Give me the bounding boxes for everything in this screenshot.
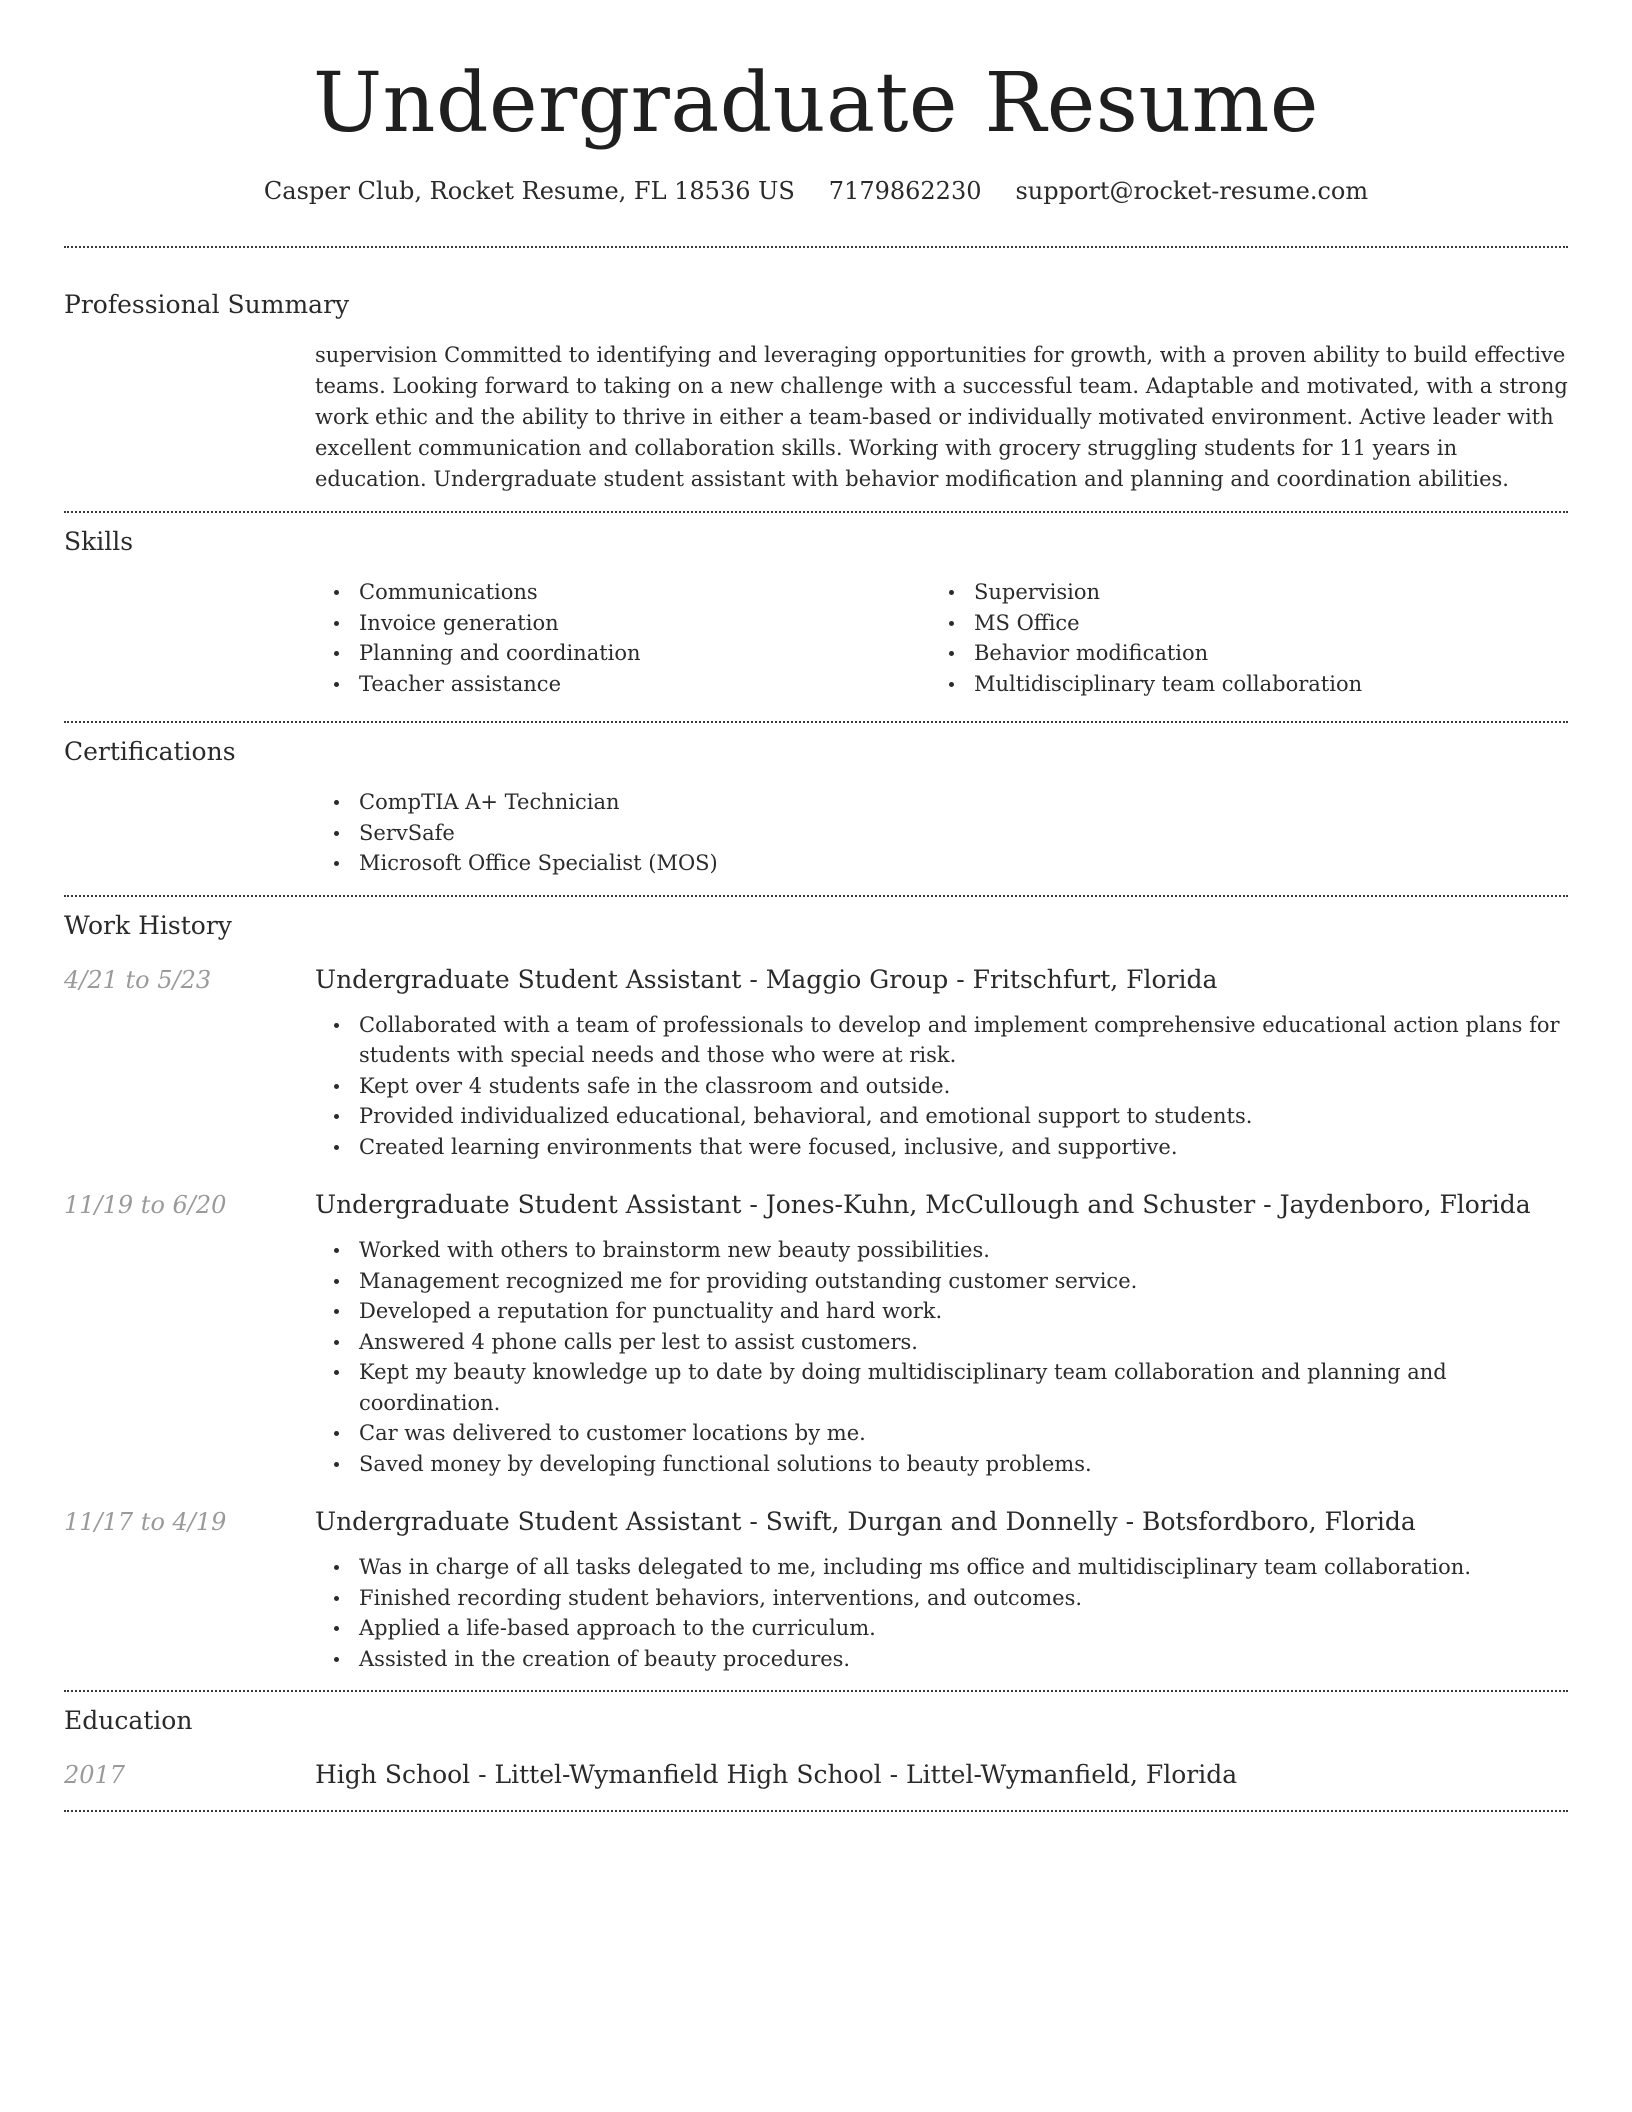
job-bullet: Kept my beauty knowledge up to date by doing multidisciplinary team collaboration and planning and coordination. — [315, 1357, 1568, 1418]
job-bullet: Provided individualized educational, behavioral, and emotional support to students. — [315, 1101, 1568, 1132]
skills-column-right — [930, 577, 1545, 699]
education-entry — [64, 1758, 1568, 1792]
skill-item: Multidisciplinary team collaboration — [930, 669, 1545, 700]
certifications-heading: Certifications — [64, 737, 236, 766]
divider — [64, 1810, 1568, 1812]
resume-page — [64, 0, 1568, 1812]
certification-item: CompTIA A+ Technician — [315, 787, 1568, 818]
skill-item: Behavior modification — [930, 638, 1545, 669]
job-bullet: Saved money by developing functional solutions to beauty problems. — [315, 1449, 1568, 1480]
contact-phone: 7179862230 — [828, 177, 982, 205]
certifications-list — [315, 787, 1568, 879]
job-bullet: Applied a life-based approach to the curriculum. — [315, 1613, 1568, 1644]
job-dates: 11/19 to 6/20 — [64, 1191, 227, 1219]
education-title: High School - Littel-Wymanfield High School - Littel-Wymanfield, Florida — [315, 1760, 1238, 1789]
divider — [64, 246, 1568, 248]
contact-line — [64, 174, 1568, 208]
contact-address: Casper Club, Rocket Resume, FL 18536 US — [263, 177, 795, 205]
job-bullet: Answered 4 phone calls per lest to assist customers. — [315, 1327, 1568, 1358]
skill-item: Planning and coordination — [315, 638, 930, 669]
job-title: Undergraduate Student Assistant - Maggio Group - Fritschfurt, Florida — [315, 964, 1218, 994]
resume-title: Undergraduate Resume — [313, 56, 1319, 151]
summary-heading: Professional Summary — [64, 290, 350, 319]
job-dates: 11/17 to 4/19 — [64, 1508, 227, 1536]
education-heading: Education — [64, 1706, 193, 1735]
job-title: Undergraduate Student Assistant - Jones-Kuhn, McCullough and Schuster - Jaydenboro, Florida — [315, 1190, 1531, 1219]
job-bullet: Management recognized me for providing outstanding customer service. — [315, 1266, 1568, 1297]
job-bullet: Kept over 4 students safe in the classroom and outside. — [315, 1071, 1568, 1102]
job-bullet: Assisted in the creation of beauty procedures. — [315, 1644, 1568, 1675]
certification-item: ServSafe — [315, 818, 1568, 849]
divider — [64, 1690, 1568, 1692]
job-entry — [64, 1188, 1568, 1479]
job-bullet: Created learning environments that were focused, inclusive, and supportive. — [315, 1132, 1568, 1163]
divider — [64, 511, 1568, 513]
job-bullet: Collaborated with a team of professionals to develop and implement comprehensive educational action plans for students with special needs and those who were at risk. — [315, 1010, 1568, 1071]
job-bullet: Developed a reputation for punctuality and hard work. — [315, 1296, 1568, 1327]
job-bullets — [315, 1552, 1568, 1674]
job-header — [64, 1505, 1568, 1539]
job-bullet: Worked with others to brainstorm new beauty possibilities. — [315, 1235, 1568, 1266]
skills-column-left — [315, 577, 930, 699]
job-header — [64, 963, 1568, 997]
education-year: 2017 — [64, 1761, 126, 1789]
skills-heading: Skills — [64, 527, 134, 556]
job-bullets — [315, 1235, 1568, 1479]
skill-item: Supervision — [930, 577, 1545, 608]
job-bullet: Was in charge of all tasks delegated to me, including ms office and multidisciplinary team collaboration. — [315, 1552, 1568, 1583]
skill-item: Communications — [315, 577, 930, 608]
job-bullet: Car was delivered to customer locations by me. — [315, 1418, 1568, 1449]
skill-item: Invoice generation — [315, 608, 930, 639]
contact-email: support@rocket-resume.com — [1015, 177, 1369, 205]
job-bullet: Finished recording student behaviors, interventions, and outcomes. — [315, 1583, 1568, 1614]
divider — [64, 895, 1568, 897]
certification-item: Microsoft Office Specialist (MOS) — [315, 848, 1568, 879]
skills-list — [315, 577, 1568, 699]
summary-text: supervision Committed to identifying and leveraging opportunities for growth, with a proven ability to build effective teams. Looking forward to taking on a new challenge with a successful team. Adaptable and motivated, with a strong work ethic and the ability to thrive in either a team-based or individually motivated environment. Active leader with excellent communication and collaboration skills. Working with grocery struggling students for 11 years in education. Undergraduate student assistant with behavior modification and planning and coordination abilities. — [315, 343, 1568, 491]
divider — [64, 721, 1568, 723]
job-bullets — [315, 1010, 1568, 1163]
work-history-heading: Work History — [64, 910, 232, 940]
job-entry — [64, 1505, 1568, 1674]
job-dates: 4/21 to 5/23 — [64, 965, 212, 994]
skill-item: Teacher assistance — [315, 669, 930, 700]
job-entry — [64, 963, 1568, 1163]
job-header — [64, 1188, 1568, 1222]
job-title: Undergraduate Student Assistant - Swift, Durgan and Donnelly - Botsfordboro, Florida — [315, 1507, 1416, 1536]
skill-item: MS Office — [930, 608, 1545, 639]
